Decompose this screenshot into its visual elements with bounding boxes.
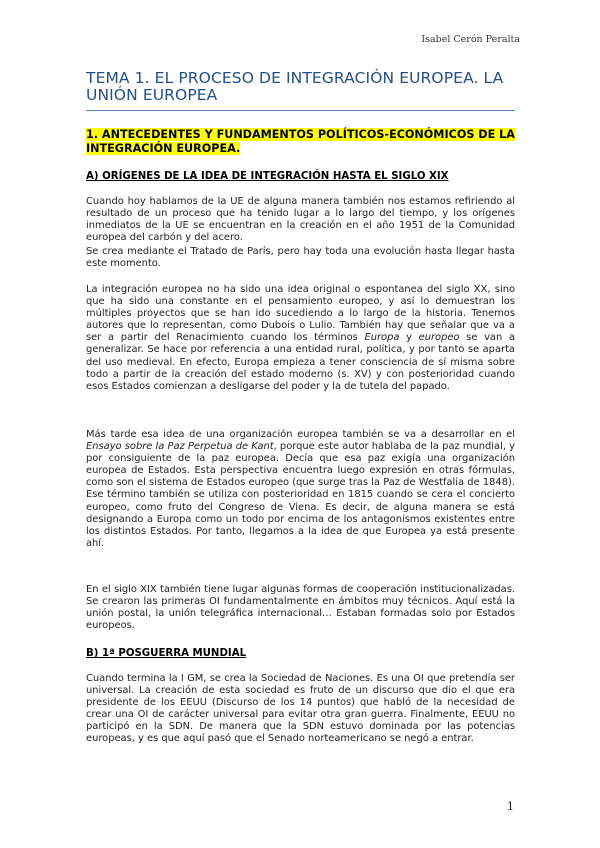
- paragraph-2: Se crea mediante el Tratado de París, pero hay toda una evolución hasta llegar hasta este momento.: [86, 246, 515, 270]
- page-number: 1: [507, 800, 514, 813]
- paragraph-4: [86, 429, 515, 550]
- paragraph-5: En el siglo XIX también tiene lugar algunas formas de cooperación institucionalizadas. Se crearon las primeras OI fundamentalmente en ámbitos muy técnicos. Aquí está la unión postal, la unión telegráfica internacional… Estaban formadas solo por Estados europeos.: [86, 584, 515, 632]
- paragraph-6: Cuando termina la I GM, se crea la Sociedad de Naciones. Es una OI que pretendía ser universal. La creación de esta sociedad es fruto de un discurso que dio el que era presidente de los EEUU (Discurso de los 14 puntos) que habló de la necesidad de crear una OI de carácter universal para evitar otra gran guerra. Finalmente, EEUU no participó en la SDN. De manera que la SDN estuvo dominada por las potencias europeas, y es que aquí pasó que el Senado norteamericano se negó a entrar.: [86, 673, 515, 745]
- paragraph-4-work-title: Ensayo sobre la Paz Perpetua de Kant: [86, 441, 274, 453]
- subheading-b: B) 1ª POSGUERRA MUNDIAL: [86, 648, 247, 659]
- author-name: Isabel Cerón Peralta: [421, 34, 520, 45]
- subheading-a: A) ORÍGENES DE LA IDEA DE INTEGRACIÓN HASTA EL SIGLO XIX: [86, 171, 449, 182]
- paragraph-3-text-e: se van a generalizar. Se hace por referencia a una entidad rural, política, y por tanto se aparta del uso medieval. En efecto, Europa empieza a tener consciencia de sí misma sobre todo a partir de la creación del estado moderno (s. XV) y con posterioridad cuando esos Estados comienzan a desligarse del poder y la de tutela del papado.: [86, 332, 515, 392]
- paragraph-4-text-a: Más tarde esa idea de una organización europea también se va a desarrollar en el: [86, 429, 515, 440]
- title-underline: [86, 110, 515, 111]
- paragraph-3-text-a: La integración europea no ha sido una idea original o espontanea del siglo XX, sino que ha sido una constante en el pensamiento europeo, y así lo demuestran los múltiples proyectos que se han ido sucediendo a lo largo de la historia. Tenemos autores que lo representan, como Dubois o Lulio. También hay que señalar que va a ser a partir del Renacimiento cuando los términos: [86, 284, 515, 344]
- paragraph-4-text-c: , porque este autor hablaba de la paz mundial, y por consiguiente de la paz europea. Decía que esa paz exigía una organización europea de Estados. Esta perspectiva encuentra luego expresión en otras fórmulas, como son el sistema de Estados europeo (que surge tras la Paz de Westfalia de 1848). Ese término también se utiliza con posterioridad en 1815 cuando se cera el concierto europeo, como fruto del Congreso de Viena. Es decir, de alguna manera se está designando a Europa como un todo por encima de los antagonismos existentes entre los distintos Estados. Por tanto, llegamos a la idea de que Europea ya está presente ahí.: [86, 441, 515, 549]
- paragraph-3-term-europa: Europa: [364, 332, 400, 344]
- paragraph-3-text-c: y: [399, 332, 419, 344]
- paragraph-3: [86, 284, 515, 393]
- paragraph-3-term-europeo: europeo: [418, 332, 460, 344]
- section-heading: [86, 128, 516, 155]
- document-title: TEMA 1. EL PROCESO DE INTEGRACIÓN EUROPEA. LA UNIÓN EUROPEA: [86, 69, 504, 104]
- paragraph-1: Cuando hoy hablamos de la UE de alguna manera también nos estamos refiriendo al resultado de un proceso que ha tenido lugar a lo largo del tiempo, y los orígenes inmediatos de la UE se encuentran en la creación en el año 1951 de la Comunidad europea del carbón y del acero.: [86, 196, 515, 244]
- section-heading-text: 1. ANTECEDENTES Y FUNDAMENTOS POLÍTICOS-ECONÓMICOS DE LA INTEGRACIÓN EUROPEA.: [86, 128, 515, 155]
